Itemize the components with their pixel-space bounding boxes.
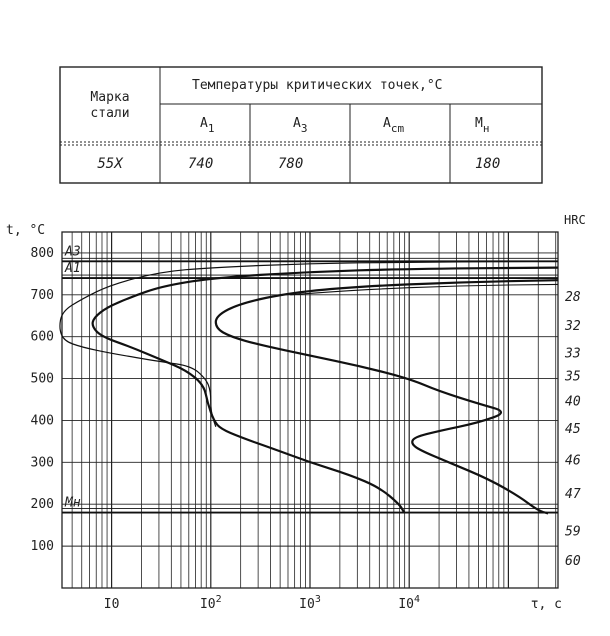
row-mn: 180 xyxy=(475,156,501,172)
hrc-label-47: 47 xyxy=(565,486,581,502)
y-tick-label-700: 700 xyxy=(30,287,54,303)
x-tick-label-3: $I0^4$ xyxy=(398,594,421,612)
header-temps xyxy=(192,78,442,93)
hrc-label-40: 40 xyxy=(565,394,581,410)
x-tick-label-2: $I0^3$ xyxy=(299,594,321,612)
hrc-label-35: 35 xyxy=(565,369,581,385)
y-tick-label-800: 800 xyxy=(30,245,54,261)
row-a3: 780 xyxy=(278,156,304,172)
y-tick-label-200: 200 xyxy=(30,497,54,513)
hrc-label-45: 45 xyxy=(565,421,581,437)
col-acm-sub: cm xyxy=(390,122,405,135)
col-acm xyxy=(383,116,404,135)
hrc-axis-label: HRC xyxy=(564,213,586,227)
row-a1: 740 xyxy=(188,156,214,172)
curve-outer-left xyxy=(60,261,558,427)
col-a3-sub: 3 xyxy=(300,122,308,135)
col-a1-sub: 1 xyxy=(207,122,215,135)
col-a3 xyxy=(293,116,307,135)
hrc-label-32: 32 xyxy=(565,319,581,335)
header-temps-unit: °C xyxy=(426,78,443,93)
hrc-label-46: 46 xyxy=(565,453,581,469)
curve-start-left xyxy=(93,268,558,513)
header-grade-line2: стали xyxy=(90,106,130,121)
col-mn-base: M xyxy=(475,116,483,131)
critical-label-a1: A1 xyxy=(65,261,81,277)
header-grade-line1: Марка xyxy=(90,90,130,105)
col-a3-base: A xyxy=(293,116,301,131)
critical-label-a3: A3 xyxy=(65,244,81,260)
y-tick-label-300: 300 xyxy=(30,455,54,471)
x-tick-label-1: $I0^2$ xyxy=(199,594,222,612)
hrc-label-33: 33 xyxy=(565,346,581,362)
table-text xyxy=(90,78,500,172)
y-tick-label-600: 600 xyxy=(30,329,54,345)
col-a1-base: A xyxy=(200,116,208,131)
col-a1 xyxy=(200,116,214,135)
header-temps-text: Температуры критических точек, xyxy=(192,78,427,93)
hrc-label-60: 60 xyxy=(565,553,581,569)
y-axis-label: t, °C xyxy=(6,223,46,238)
x-axis-label: τ, c xyxy=(530,597,562,612)
col-acm-base: A xyxy=(383,116,391,131)
y-tick-label-500: 500 xyxy=(30,371,54,387)
critical-label-mn: Mн xyxy=(65,495,81,511)
col-mn-sub: н xyxy=(482,122,490,135)
y-tick-label-400: 400 xyxy=(30,413,54,429)
transformation-curves xyxy=(60,261,558,513)
hrc-label-28: 28 xyxy=(565,289,581,305)
col-mn xyxy=(475,116,489,135)
x-tick-label-0: I0 xyxy=(103,597,120,612)
row-grade: 55X xyxy=(97,156,123,172)
y-tick-label-100: 100 xyxy=(30,539,54,555)
hrc-label-59: 59 xyxy=(565,524,581,540)
